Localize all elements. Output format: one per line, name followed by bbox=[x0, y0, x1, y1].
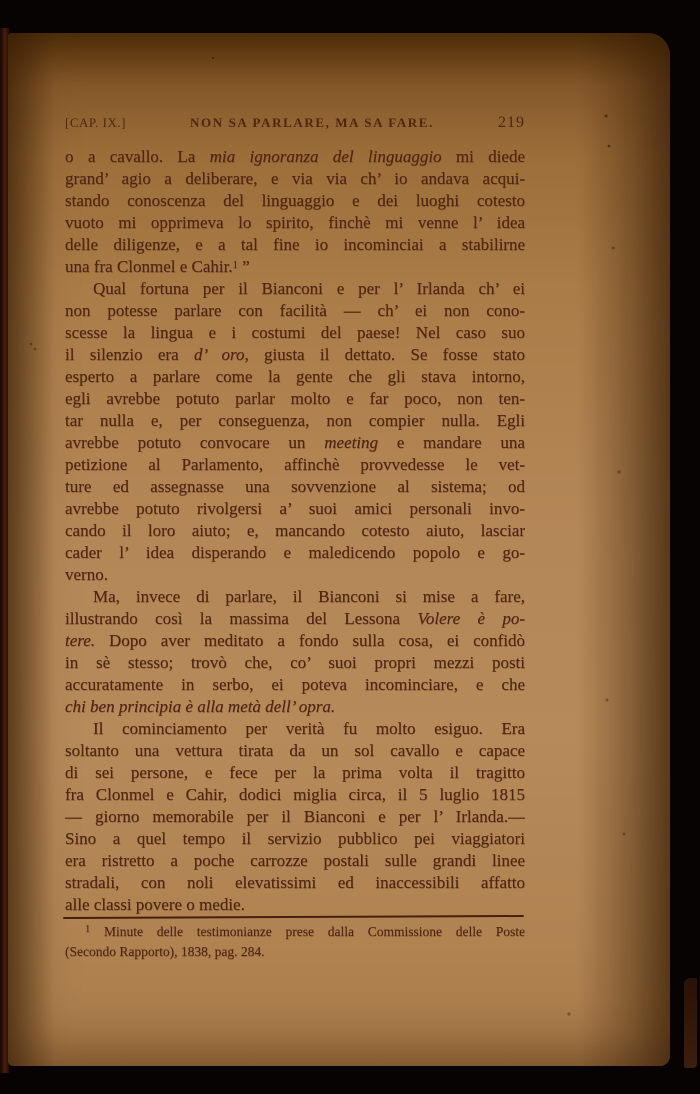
text-line: delle diligenze, e a tal fine io incominciai a stabilirne bbox=[65, 235, 525, 254]
text-line: Il cominciamento per verità fu molto esiguo. Era bbox=[93, 719, 525, 738]
ink-specks bbox=[8, 33, 10, 35]
body-text bbox=[65, 146, 525, 916]
text-line: Sino a quel tempo il servizio pubblico pei viaggiatori bbox=[65, 829, 525, 848]
text-line: cader l’ idea disperando e maledicendo popolo e go- bbox=[65, 543, 525, 562]
chapter-label: [CAP. IX.] bbox=[65, 115, 126, 130]
text-line: Ma, invece di parlare, il Bianconi si mise a fare, bbox=[93, 587, 525, 606]
text-line: alle classi povere o medie. bbox=[65, 895, 245, 914]
footnote bbox=[65, 922, 525, 961]
footnote-line: (Secondo Rapporto), 1838, pag. 284. bbox=[65, 943, 265, 959]
text-line: avrebbe potuto convocare un meeting e mandare una bbox=[65, 433, 525, 452]
text-line: tar nulla e, per conseguenza, non compier nulla. Egli bbox=[65, 411, 525, 430]
text-line: cando il loro aiuto; e, mancando cotesto aiuto, lasciar bbox=[65, 521, 525, 540]
text-line: stradali, con noli elevatissimi ed inaccessibili affatto bbox=[65, 873, 525, 892]
text-line: fra Clonmel e Cahir, dodici miglia circa, il 5 luglio 1815 bbox=[65, 785, 525, 804]
text-line: soltanto una vettura tirata da un sol cavallo e capace bbox=[65, 741, 525, 760]
text-line: era ristretto a poche carrozze postali sulle grandi linee bbox=[65, 851, 525, 870]
text-line: vuoto mi opprimeva lo spirito, finchè mi venne l’ idea bbox=[65, 213, 525, 232]
text-line: in sè stesso; trovò che, co’ suoi propri mezzi posti bbox=[65, 653, 525, 672]
text-line: il silenzio era d’ oro, giusta il dettato. Se fosse stato bbox=[65, 345, 525, 364]
running-title: NON SA PARLARE, MA SA FARE. bbox=[190, 115, 434, 130]
text-line: egli avrebbe potuto parlar molto e far poco, non ten- bbox=[65, 389, 525, 408]
text-line: petizione al Parlamento, affinchè provvedesse le vet- bbox=[65, 455, 525, 474]
text-line: esperto a parlare come la gente che gli stava intorno, bbox=[65, 367, 525, 386]
running-header bbox=[65, 114, 525, 132]
text-line: accuratamente in serbo, ei poteva incominciare, e che bbox=[65, 675, 525, 694]
text-line: grand’ agio a deliberare, e via via ch’ io andava acqui- bbox=[65, 169, 525, 188]
text-line: scesse la lingua e i costumi del paese! Nel caso suo bbox=[65, 323, 525, 342]
text-line: non potesse parlare con facilità — ch’ ei non cono- bbox=[65, 301, 525, 320]
text-line: — giorno memorabile per il Bianconi e per l’ Irlanda.— bbox=[65, 807, 525, 826]
footnote-line: $^1$ Minute delle testimonianze prese dalla Commissione delle Poste bbox=[85, 924, 525, 939]
text-line: chi ben principia è alla metà dell’ opra. bbox=[65, 697, 336, 716]
text-line: tere. Dopo aver meditato a fondo sulla cosa, ei confidò bbox=[65, 631, 525, 650]
page-under-edge bbox=[684, 978, 697, 1068]
text-line: ture ed assegnasse una sovvenzione al sistema; od bbox=[65, 477, 525, 496]
text-line: una fra Clonmel e Cahir.$^1$ ” bbox=[65, 257, 250, 276]
text-line: illustrando così la massima del Lessona Volere è po- bbox=[65, 609, 525, 628]
page-number: 219 bbox=[497, 114, 525, 131]
text-line: verno. bbox=[65, 565, 108, 584]
text-line: stando conoscenza del linguaggio e dei luoghi cotesto bbox=[65, 191, 525, 210]
book-page bbox=[8, 33, 670, 1066]
text-line: Qual fortuna per il Bianconi e per l’ Irlanda ch’ ei bbox=[93, 279, 525, 298]
text-line: o a cavallo. La mia ignoranza del linguaggio mi diede bbox=[65, 147, 525, 166]
text-line: di sei persone, e fece per la prima volta il tragitto bbox=[65, 763, 525, 782]
text-line: avrebbe potuto rivolgersi a’ suoi amici personali invo- bbox=[65, 499, 525, 518]
